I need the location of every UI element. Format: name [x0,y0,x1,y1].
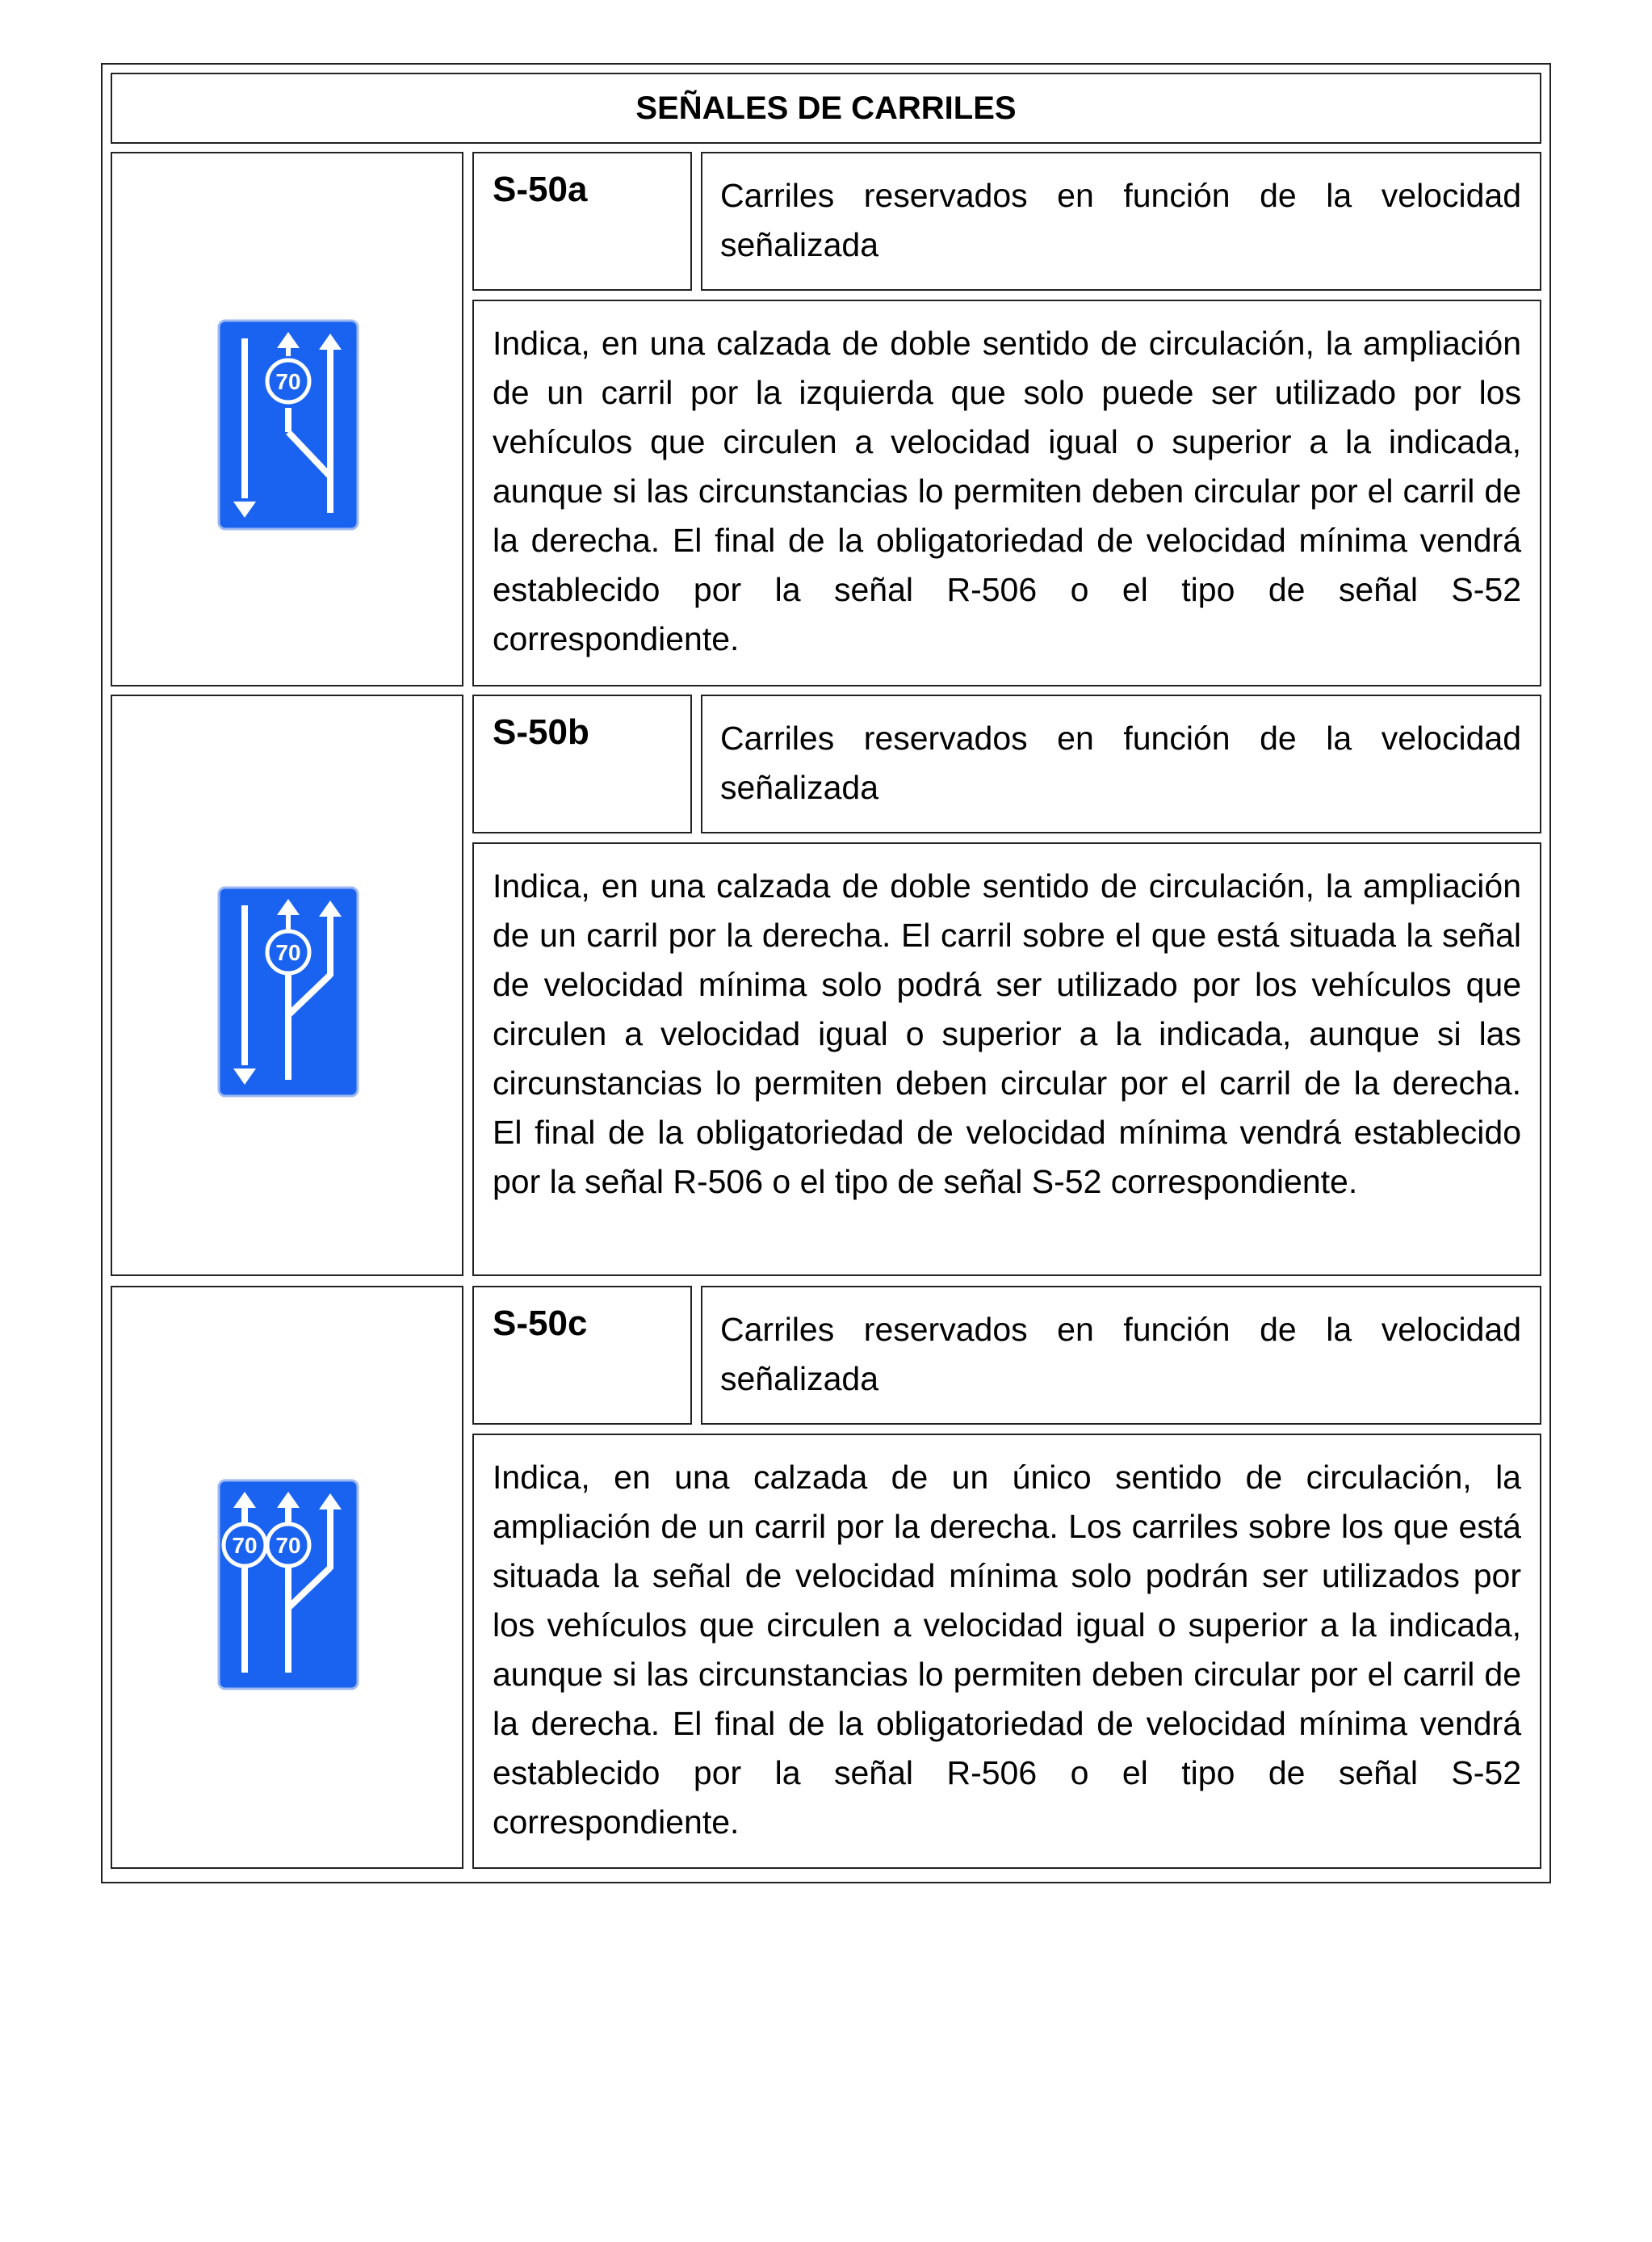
sign-name: Carriles reservados en función de la velocidad señalizada [701,1286,1541,1425]
sign-name: Carriles reservados en función de la velocidad señalizada [701,152,1541,291]
lane-speed-sign-s50a-icon [217,319,359,531]
speed-label: 70 [275,940,301,965]
sign-code: S-50a [472,152,692,291]
sign-image-cell [111,152,463,686]
speed-label: 70 [275,369,301,394]
sign-image-cell [111,1286,463,1869]
sign-image-cell [111,695,463,1276]
speed-label: 70 [275,1533,301,1558]
sign-code: S-50c [472,1286,692,1425]
lane-speed-sign-s50c-icon [217,1479,359,1690]
speed-label: 70 [232,1533,258,1558]
sign-description: Indica, en una calzada de doble sentido de circulación, la ampliación de un carril por la izquierda que solo puede ser utilizado por los vehículos que circulen a velocidad igual o superior a la indicada, aunque si las circunstancias lo permiten deben circular por el carril de la derecha. El final de la obligatoriedad de velocidad mínima vendrá establecido por la señal R-506 o el tipo de señal S-52 correspondiente. [472,300,1541,686]
sign-description: Indica, en una calzada de doble sentido de circulación, la ampliación de un carril por la derecha. El carril sobre el que está situada la señal de velocidad mínima solo podrá ser utilizado por los vehículos que circulen a velocidad igual o superior a la indicada, aunque si las circunstancias lo permiten deben circular por el carril de la derecha. El final de la obligatoriedad de velocidad mínima vendrá establecido por la señal R-506 o el tipo de señal S-52 correspondiente. [472,842,1541,1276]
sign-code: S-50b [472,695,692,833]
sign-description: Indica, en una calzada de un único sentido de circulación, la ampliación de un carril por la derecha. Los carriles sobre los que está situada la señal de velocidad mínima solo podrán ser utilizados por los vehículos que circulen a velocidad igual o superior a la indicada, aunque si las circunstancias lo permiten deben circular por el carril de la derecha. El final de la obligatoriedad de velocidad mínima vendrá establecido por la señal R-506 o el tipo de señal S-52 correspondiente. [472,1434,1541,1869]
table-title: SEÑALES DE CARRILES [111,73,1541,144]
lane-speed-sign-s50b-icon [217,886,359,1098]
sign-name: Carriles reservados en función de la velocidad señalizada [701,695,1541,833]
